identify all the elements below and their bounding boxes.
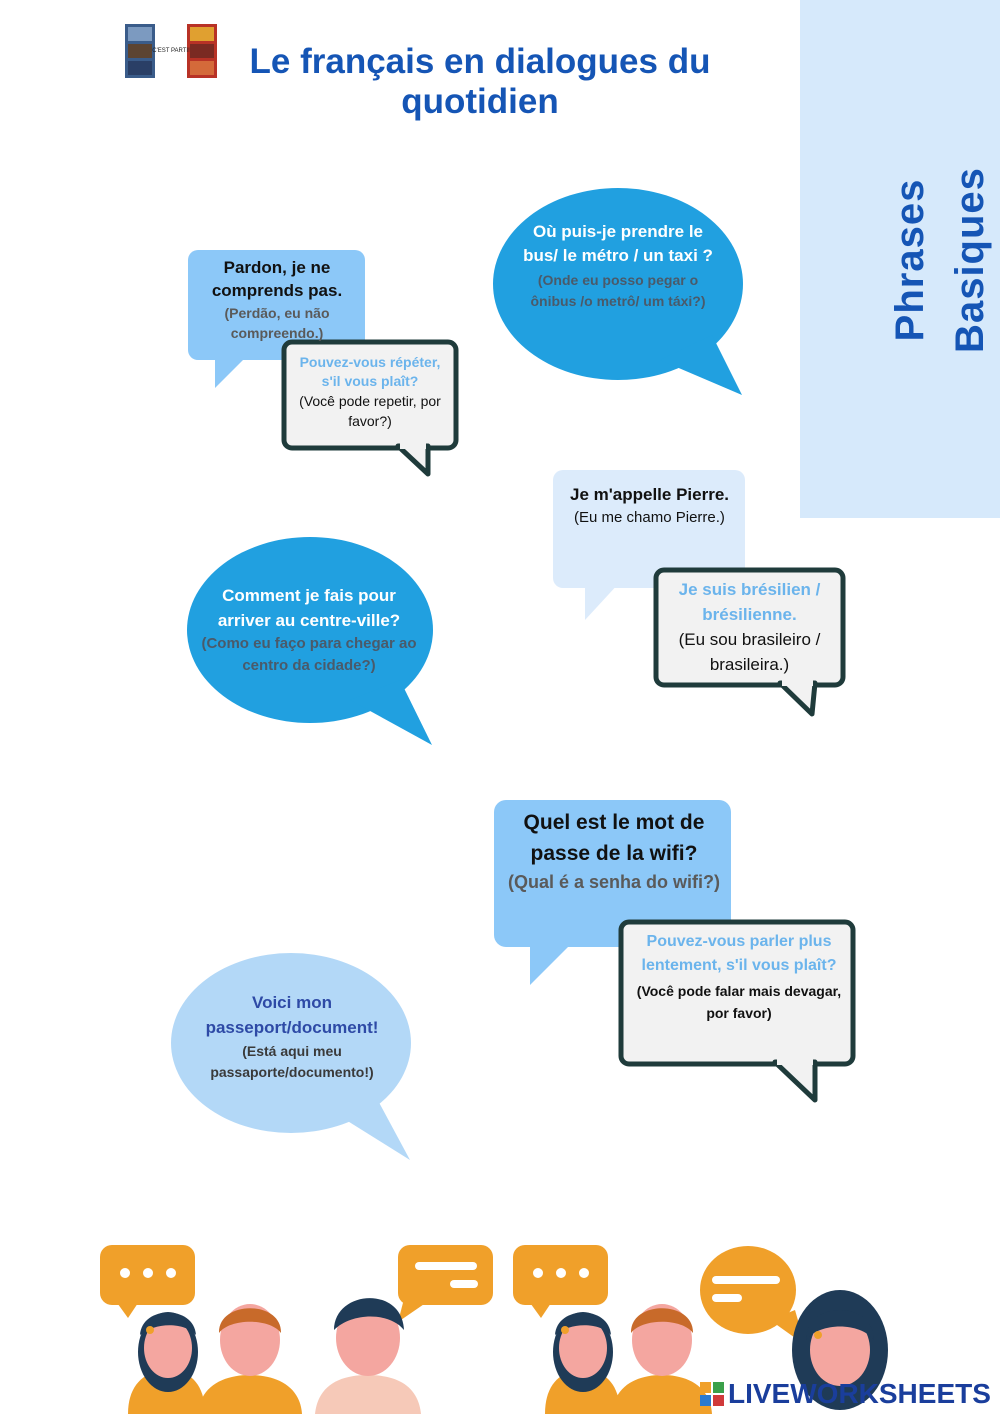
person-2	[198, 1304, 302, 1414]
bubble-3-french: Où puis-je prendre le bus/ le métro / un taxi ?	[523, 222, 713, 265]
bubble-6-french: Comment je fais pour arriver au centre-ville?	[217, 586, 401, 630]
liveworksheets-text: LIVEWORKSHEETS	[728, 1378, 991, 1409]
liveworksheets-watermark[interactable]	[700, 1376, 991, 1412]
bubble-2	[290, 353, 450, 431]
bubble-4	[562, 482, 737, 529]
person-5	[612, 1304, 712, 1414]
orange-bubble-2	[398, 1245, 493, 1322]
bubble-4-translation: (Eu me chamo Pierre.)	[574, 509, 725, 526]
bubble-9-translation: (Está aqui meu passaporte/documento!)	[210, 1043, 374, 1080]
bubble-7-french: Quel est le mot de passe de la wifi?	[523, 811, 705, 865]
bubble-1	[192, 256, 362, 343]
bubble-4-french: Je m'appelle Pierre.	[569, 485, 730, 504]
bubble-5-translation: (Eu sou brasileiro / brasileira.)	[678, 630, 821, 674]
orange-bubble-1	[100, 1245, 195, 1318]
bubble-8	[630, 930, 848, 1024]
person-1	[128, 1312, 205, 1414]
side-label: Phrases Basiques	[888, 167, 992, 353]
bubble-3-translation: (Onde eu posso pegar o ônibus /o metrô/ um táxi?)	[530, 272, 706, 309]
bubble-2-french: Pouvez-vous répéter, s'il vous plaît?	[299, 354, 441, 389]
bubble-5	[663, 577, 836, 677]
page-title: Le français en dialogues du quotidien	[249, 42, 711, 121]
bubble-5-french: Je suis brésilien / brésilienne.	[678, 580, 821, 624]
bubble-1-french: Pardon, je ne comprends pas.	[211, 258, 343, 300]
bubble-6-translation: (Como eu faço para chegar ao centro da cidade?)	[201, 635, 417, 674]
bubble-7-translation: (Qual é a senha do wifi?)	[507, 872, 721, 892]
orange-bubble-4	[700, 1246, 805, 1345]
bubble-2-translation: (Você pode repetir, por favor?)	[299, 393, 441, 429]
liveworksheets-badge-icon	[700, 1382, 724, 1406]
orange-bubble-3	[513, 1245, 608, 1318]
bubble-6	[195, 583, 423, 677]
bubble-7	[500, 807, 728, 896]
logo-text: C'EST PARTI!	[152, 48, 190, 54]
bubble-1-translation: (Perdão, eu não compreendo.)	[224, 305, 330, 341]
bubble-9	[185, 990, 399, 1083]
bubble-3	[520, 220, 716, 312]
bubble-9-french: Voici mon passeport/document!	[205, 993, 379, 1037]
bubble-8-translation: (Você pode falar mais devagar, por favor)	[636, 983, 842, 1021]
bubble-8-french: Pouvez-vous parler plus lentement, s'il vous plaît?	[641, 933, 837, 974]
person-4	[545, 1312, 620, 1414]
